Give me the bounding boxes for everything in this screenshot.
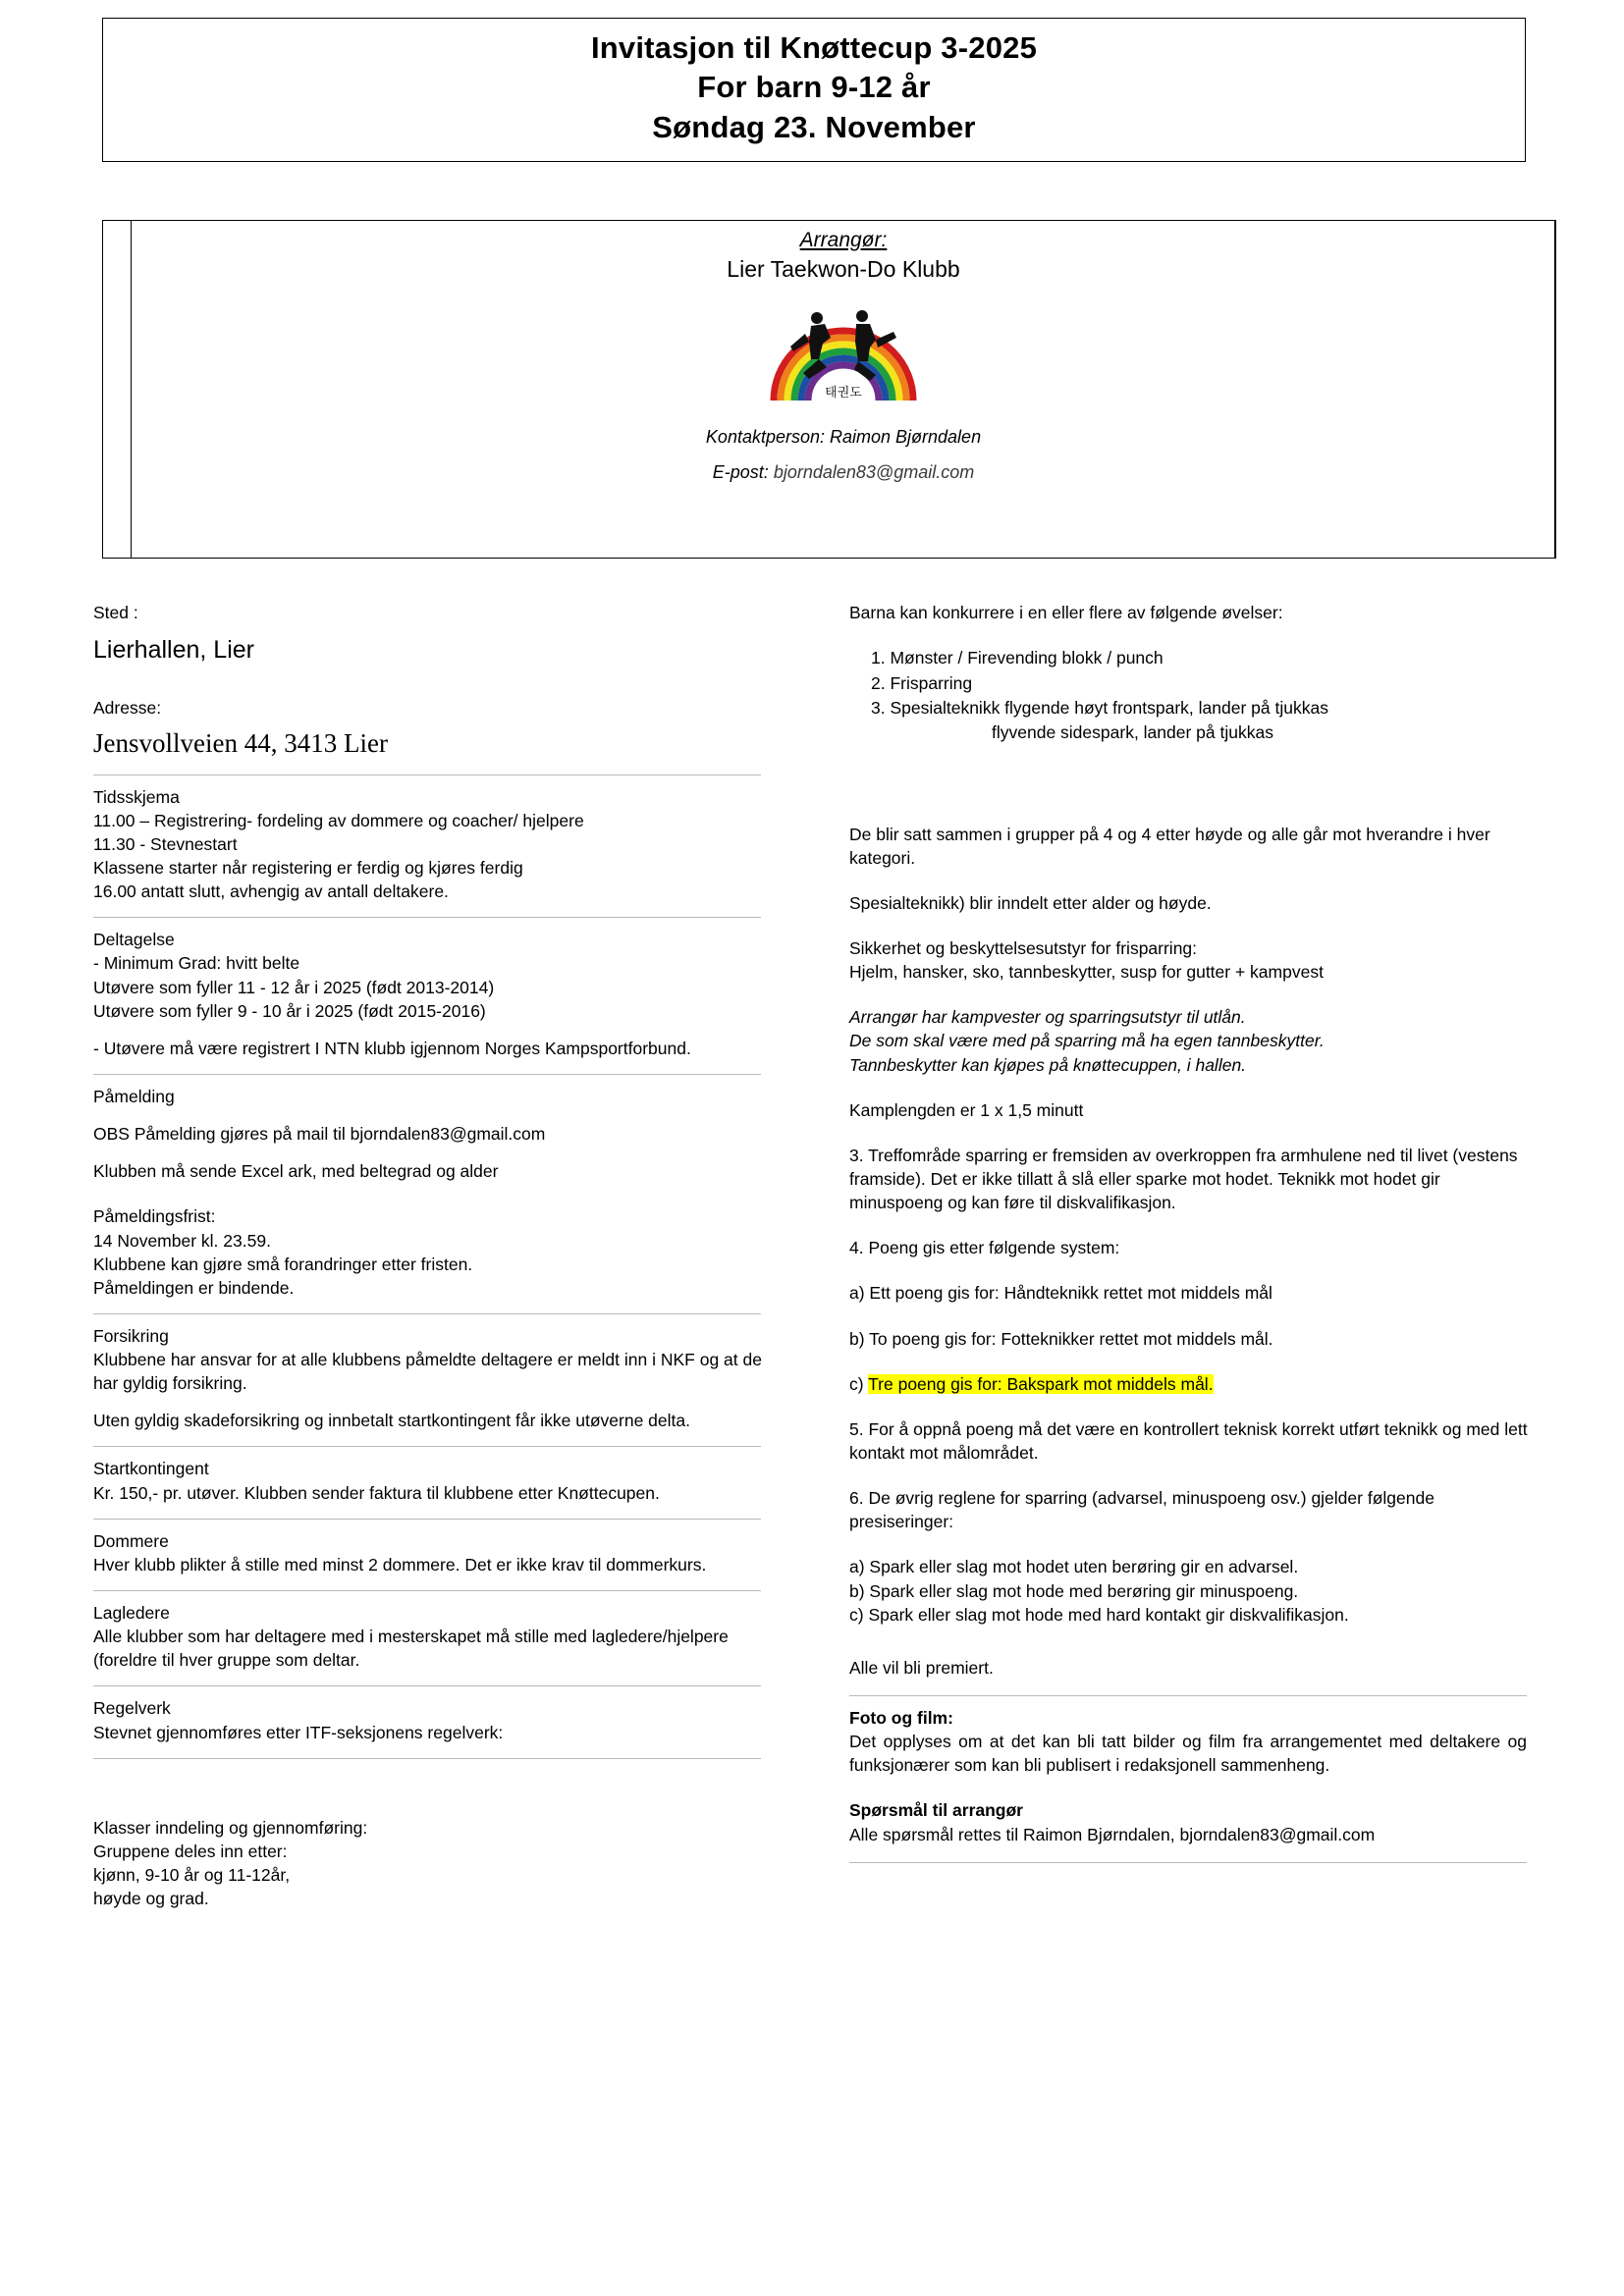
points-c-highlight: Tre poeng gis for: Bakspark mot middels mål. <box>868 1373 1214 1394</box>
organizer-contact-person: Kontaktperson: Raimon Bjørndalen <box>705 427 982 447</box>
photo-heading: Foto og film: <box>849 1708 953 1729</box>
email-label: E-post: <box>712 462 769 483</box>
svg-text:태권도: 태권도 <box>825 385 862 400</box>
schedule-line: Klassene starter når registering er ferdig og kjøres ferdig <box>93 857 523 878</box>
award-text: Alle vil bli premiert. <box>849 1657 994 1678</box>
organizer-email-row <box>132 460 1555 484</box>
page-title-line-3: Søndag 23. November <box>652 109 976 144</box>
fee-heading: Startkontingent <box>93 1459 209 1479</box>
loan-line: Arrangør har kampvester og sparringsutstyr til utlån. <box>849 1007 1246 1028</box>
safety-heading: Sikkerhet og beskyttelsesutstyr for frisparring: <box>849 938 1198 959</box>
questions-heading: Spørsmål til arrangør <box>849 1800 1023 1821</box>
deadline-heading: Påmeldingsfrist: <box>93 1206 216 1227</box>
events-intro: Barna kan konkurrere i en eller flere av følgende øvelser: <box>849 603 1283 622</box>
point-6: 6. De øvrig reglene for sparring (advarsel, minuspoeng osv.) gjelder følgende presiseringer: <box>849 1488 1435 1532</box>
points-a: a) Ett poeng gis for: Håndteknikk rettet mot middels mål <box>849 1283 1272 1304</box>
address-value: Jensvollveien 44, 3413 Lier <box>93 727 388 758</box>
point-6b: b) Spark eller slag mot hode med berøring gir minuspoeng. <box>849 1580 1299 1601</box>
points-b: b) To poeng gis for: Fotteknikker rettet mot middels mål. <box>849 1328 1273 1349</box>
place-label: Sted : <box>93 603 138 622</box>
classes-line: Gruppene deles inn etter: <box>93 1841 288 1861</box>
schedule-line: 16.00 antatt slutt, avhengig av antall deltakere. <box>93 881 449 902</box>
divider <box>93 1590 761 1591</box>
schedule-line: 11.00 – Registrering- fordeling av dommere og coacher/ hjelpere <box>93 810 584 830</box>
point-6a: a) Spark eller slag mot hodet uten berøring gir en advarsel. <box>849 1557 1299 1577</box>
insurance-line-1: Klubbene har ansvar for at alle klubbens påmeldte deltagere er meldt inn i NKF og at de har gyldig forsikring. <box>93 1350 762 1394</box>
participation-line: Utøvere som fyller 9 - 10 år i 2025 (født 2015-2016) <box>93 1000 486 1021</box>
registration-line-2: Klubben må sende Excel ark, med beltegrad og alder <box>93 1161 499 1182</box>
divider <box>93 774 761 775</box>
photo-text: Det opplyses om at det kan bli tatt bilder og film fra arrangementet med deltakere og funksjonærer som kan bli publisert i redaksjonell sammenheng. <box>849 1732 1527 1776</box>
participation-heading: Deltagelse <box>93 930 175 950</box>
classes-line: høyde og grad. <box>93 1889 209 1909</box>
divider <box>93 917 761 918</box>
referees-line: Hver klubb plikter å stille med minst 2 dommere. Det er ikke krav til dommerkurs. <box>93 1554 707 1575</box>
insurance-line-2: Uten gyldig skadeforsikring og innbetalt startkontingent får ikke utøverne delta. <box>93 1411 690 1431</box>
deadline-line: 14 November kl. 23.59. <box>93 1230 271 1251</box>
taekwon-do-club-logo <box>760 291 927 413</box>
schedule-line: 11.30 - Stevnestart <box>93 833 238 854</box>
special-technique-text: Spesialteknikk) blir inndelt etter alder og høyde. <box>849 892 1212 913</box>
points-heading: 4. Poeng gis etter følgende system: <box>849 1238 1120 1258</box>
point-6c: c) Spark eller slag mot hode med hard kontakt gir diskvalifikasjon. <box>849 1604 1349 1625</box>
rules-heading: Regelverk <box>93 1698 171 1719</box>
classes-line: kjønn, 9-10 år og 11-12år, <box>93 1865 291 1886</box>
match-length: Kamplengden er 1 x 1,5 minutt <box>849 1099 1084 1120</box>
divider <box>93 1519 761 1520</box>
page-title-line-1: Invitasjon til Knøttecup 3-2025 <box>590 30 1038 65</box>
divider <box>849 1695 1527 1696</box>
deadline-line: Klubbene kan gjøre små forandringer etter fristen. <box>93 1254 473 1274</box>
event-item: 3. Spesialteknikk flygende høyt frontspark, lander på tjukkas <box>871 697 1328 718</box>
divider <box>93 1313 761 1314</box>
loan-line: De som skal være med på sparring må ha egen tannbeskytter. <box>849 1031 1325 1051</box>
groups-text: De blir satt sammen i grupper på 4 og 4 etter høyde og alle går mot hverandre i hver kategori. <box>849 824 1490 868</box>
schedule-heading: Tidsskjema <box>93 786 180 807</box>
fee-line: Kr. 150,- pr. utøver. Klubben sender faktura til klubbene etter Knøttecupen. <box>93 1482 660 1503</box>
organizer-label: Arrangør: <box>799 229 888 251</box>
questions-text: Alle spørsmål rettes til Raimon Bjørndalen, bjorndalen83@gmail.com <box>849 1824 1376 1844</box>
event-item: 2. Frisparring <box>871 672 973 693</box>
divider <box>93 1074 761 1075</box>
divider <box>93 1685 761 1686</box>
event-item: 1. Mønster / Firevending blokk / punch <box>871 648 1164 668</box>
event-item-sub: flyvende sidespark, lander på tjukkas <box>992 722 1273 743</box>
divider <box>93 1446 761 1447</box>
right-column <box>849 601 1537 1873</box>
email-value: bjorndalen83@gmail.com <box>773 462 975 483</box>
points-c <box>849 1372 1537 1396</box>
rules-line: Stevnet gjennomføres etter ITF-seksjonens regelverk: <box>93 1722 504 1742</box>
insurance-heading: Forsikring <box>93 1325 169 1346</box>
team-leaders-heading: Lagledere <box>93 1603 170 1624</box>
divider <box>849 1862 1527 1863</box>
point-5: 5. For å oppnå poeng må det være en kontrollert teknisk korrekt utført teknikk og med lett kontakt mot målområdet. <box>849 1418 1528 1464</box>
registration-heading: Påmelding <box>93 1086 175 1106</box>
organizer-club-name: Lier Taekwon-Do Klubb <box>727 256 960 282</box>
participation-note: - Utøvere må være registrert I NTN klubb igjennom Norges Kampsportforbund. <box>93 1038 691 1058</box>
team-leaders-line: Alle klubber som har deltagere med i mesterskapet må stille med lagledere/hjelpere (foreldre til hver gruppe som deltar. <box>93 1627 729 1671</box>
loan-line: Tannbeskytter kan kjøpes på knøttecuppen, i hallen. <box>849 1054 1247 1075</box>
safety-line: Hjelm, hansker, sko, tannbeskytter, susp for gutter + kampvest <box>849 962 1324 983</box>
organizer-box <box>131 220 1556 559</box>
deadline-line: Påmeldingen er bindende. <box>93 1277 295 1298</box>
target-area-text: 3. Treffområde sparring er fremsiden av overkroppen fra armhulene ned til livet (vestens framside). Det er ikke tillatt å slå eller sparke mot hodet. Teknikk mot hodet gir minuspoeng og kan føre til diskvalifikasjon. <box>849 1145 1518 1213</box>
title-box <box>102 18 1526 162</box>
place-value: Lierhallen, Lier <box>93 636 254 665</box>
left-column <box>93 601 771 1910</box>
organizer-outer-box <box>102 220 1555 559</box>
address-label: Adresse: <box>93 697 162 718</box>
classes-line: Klasser inndeling og gjennomføring: <box>93 1817 368 1838</box>
divider <box>93 1758 761 1759</box>
page-title-line-2: For barn 9-12 år <box>697 70 931 105</box>
registration-line-1: OBS Påmelding gjøres på mail til bjorndalen83@gmail.com <box>93 1124 546 1145</box>
referees-heading: Dommere <box>93 1530 169 1551</box>
points-c-prefix: c) <box>849 1373 869 1394</box>
participation-line: Utøvere som fyller 11 - 12 år i 2025 (født 2013-2014) <box>93 977 495 997</box>
participation-line: - Minimum Grad: hvitt belte <box>93 953 300 974</box>
